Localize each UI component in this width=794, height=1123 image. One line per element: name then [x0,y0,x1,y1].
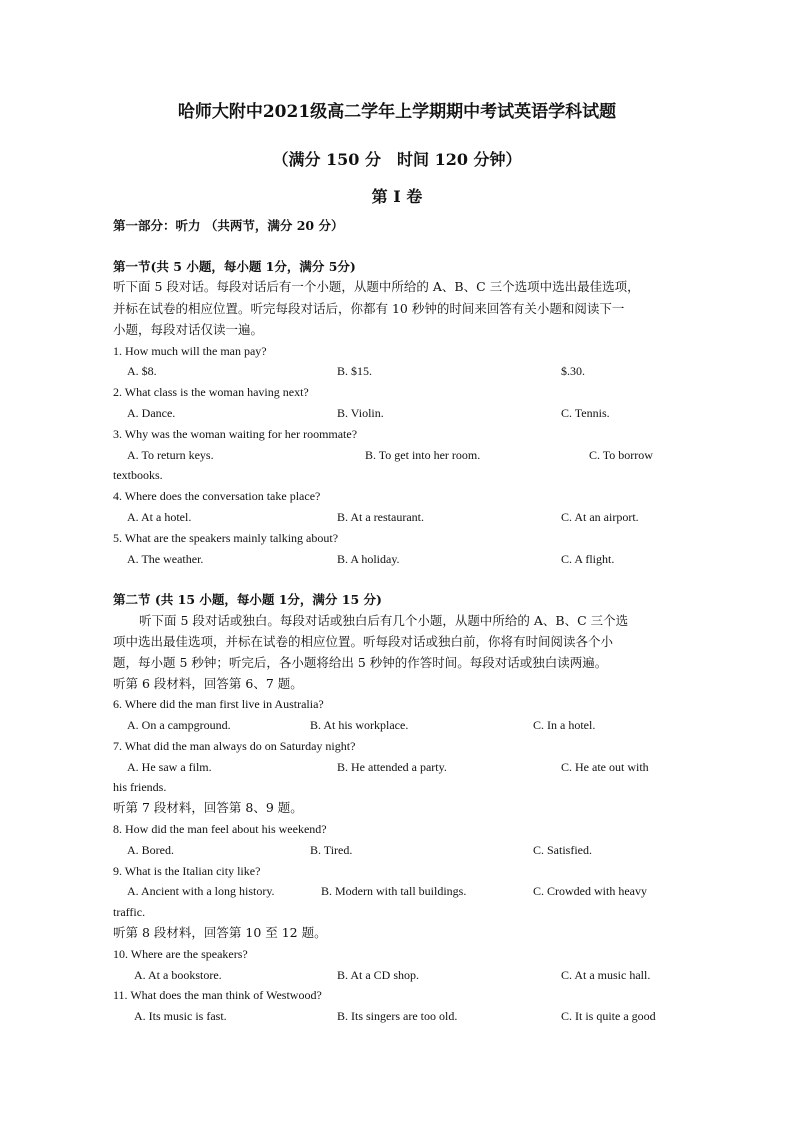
question-text: 6. Where did the man first live in Australia? [113,697,324,711]
option-b: B. A holiday. [337,552,400,566]
option-c: C. In a hotel. [533,718,596,732]
option-b: B. Modern with tall buildings. [321,884,467,898]
option-c-continued: his friends. [113,780,167,794]
section1-heading: 第一节(共 5 小题，每小题 1分，满分 5分) [113,259,356,274]
section2-instruction-line: 听下面 5 段对话或独白。每段对话或独白后有几个小题，从题中所给的 A、B、C 三个选 [139,613,629,628]
question-text: 5. What are the speakers mainly talking about? [113,531,339,545]
option-a: A. Bored. [127,843,174,857]
option-a: A. He saw a film. [127,760,212,774]
option-c-continued: traffic. [113,905,146,919]
question-text: 3. Why was the woman waiting for her roommate? [113,427,358,441]
section1-instruction-line: 并标在试卷的相应位置。听完每段对话后，你都有 10 秒钟的时间来回答有关小题和阅读下一 [113,301,625,316]
option-a: A. Its music is fast. [134,1009,227,1023]
material-note: 听第 8 段材料，回答第 10 至 12 题。 [113,925,327,940]
material-note: 听第 7 段材料，回答第 8、9 题。 [113,800,303,815]
option-a: A. The weather. [127,552,204,566]
option-b: B. At his workplace. [310,718,409,732]
question-text: 7. What did the man always do on Saturday night? [113,739,356,753]
option-a: A. Dance. [127,406,176,420]
question-text: 10. Where are the speakers? [113,947,248,961]
option-a: A. At a hotel. [127,510,192,524]
question-text: 2. What class is the woman having next? [113,385,309,399]
question-text: 9. What is the Italian city like? [113,864,261,878]
option-c: C. Satisfied. [533,843,592,857]
material-note: 听第 6 段材料，回答第 6、7 题。 [113,676,303,691]
option-b: B. Tired. [310,843,353,857]
option-c-continued: textbooks. [113,468,163,482]
section1-instruction-line: 小题，每段对话仅读一遍。 [113,322,264,337]
section1-instruction-line: 听下面 5 段对话。每段对话后有一个小题，从题中所给的 A、B、C 三个选项中选出最佳选项， [113,279,640,294]
question-text: 8. How did the man feel about his weekend? [113,822,327,836]
question-text: 4. Where does the conversation take place? [113,489,321,503]
section2-heading: 第二节 (共 15 小题，每小题 1分，满分 15 分) [113,592,382,607]
option-a: A. $8. [127,364,157,378]
option-b: B. $15. [337,364,373,378]
option-c: C. To borrow [589,448,653,462]
option-c: C. Tennis. [561,406,610,420]
section2-instruction-line: 项中选出最佳选项，并标在试卷的相应位置。听每段对话或独白前，你将有时间阅读各个小 [113,634,614,649]
option-c: C. At a music hall. [561,968,651,982]
option-c: C. It is quite a good [561,1009,656,1023]
option-c: C. He ate out with [561,760,649,774]
option-b: B. He attended a party. [337,760,447,774]
option-c: C. Crowded with heavy [533,884,647,898]
option-c: C. A flight. [561,552,615,566]
option-b: B. Violin. [337,406,384,420]
part1-heading: 第一部分：听力 （共两节，满分 20 分） [113,218,344,233]
page-subtitle: （满分 150 分 时间 120 分钟） [272,150,522,169]
option-a: A. Ancient with a long history. [127,884,275,898]
option-a: A. At a bookstore. [134,968,222,982]
option-b: B. Its singers are too old. [337,1009,458,1023]
section2-instruction-line: 题，每小题 5 秒钟；听完后，各小题将给出 5 秒钟的作答时间。每段对话或独白读两遍。 [113,655,608,670]
option-c: $.30. [561,364,585,378]
question-text: 11. What does the man think of Westwood? [113,988,322,1002]
page-title: 哈师大附中2021级高二学年上学期期中考试英语学科试题 [177,102,617,122]
option-b: B. At a restaurant. [337,510,424,524]
question-text: 1. How much will the man pay? [113,344,267,358]
volume-label: 第 I 卷 [371,187,423,206]
option-c: C. At an airport. [561,510,639,524]
option-a: A. On a campground. [127,718,231,732]
option-a: A. To return keys. [127,448,214,462]
option-b: B. At a CD shop. [337,968,420,982]
option-b: B. To get into her room. [365,448,481,462]
